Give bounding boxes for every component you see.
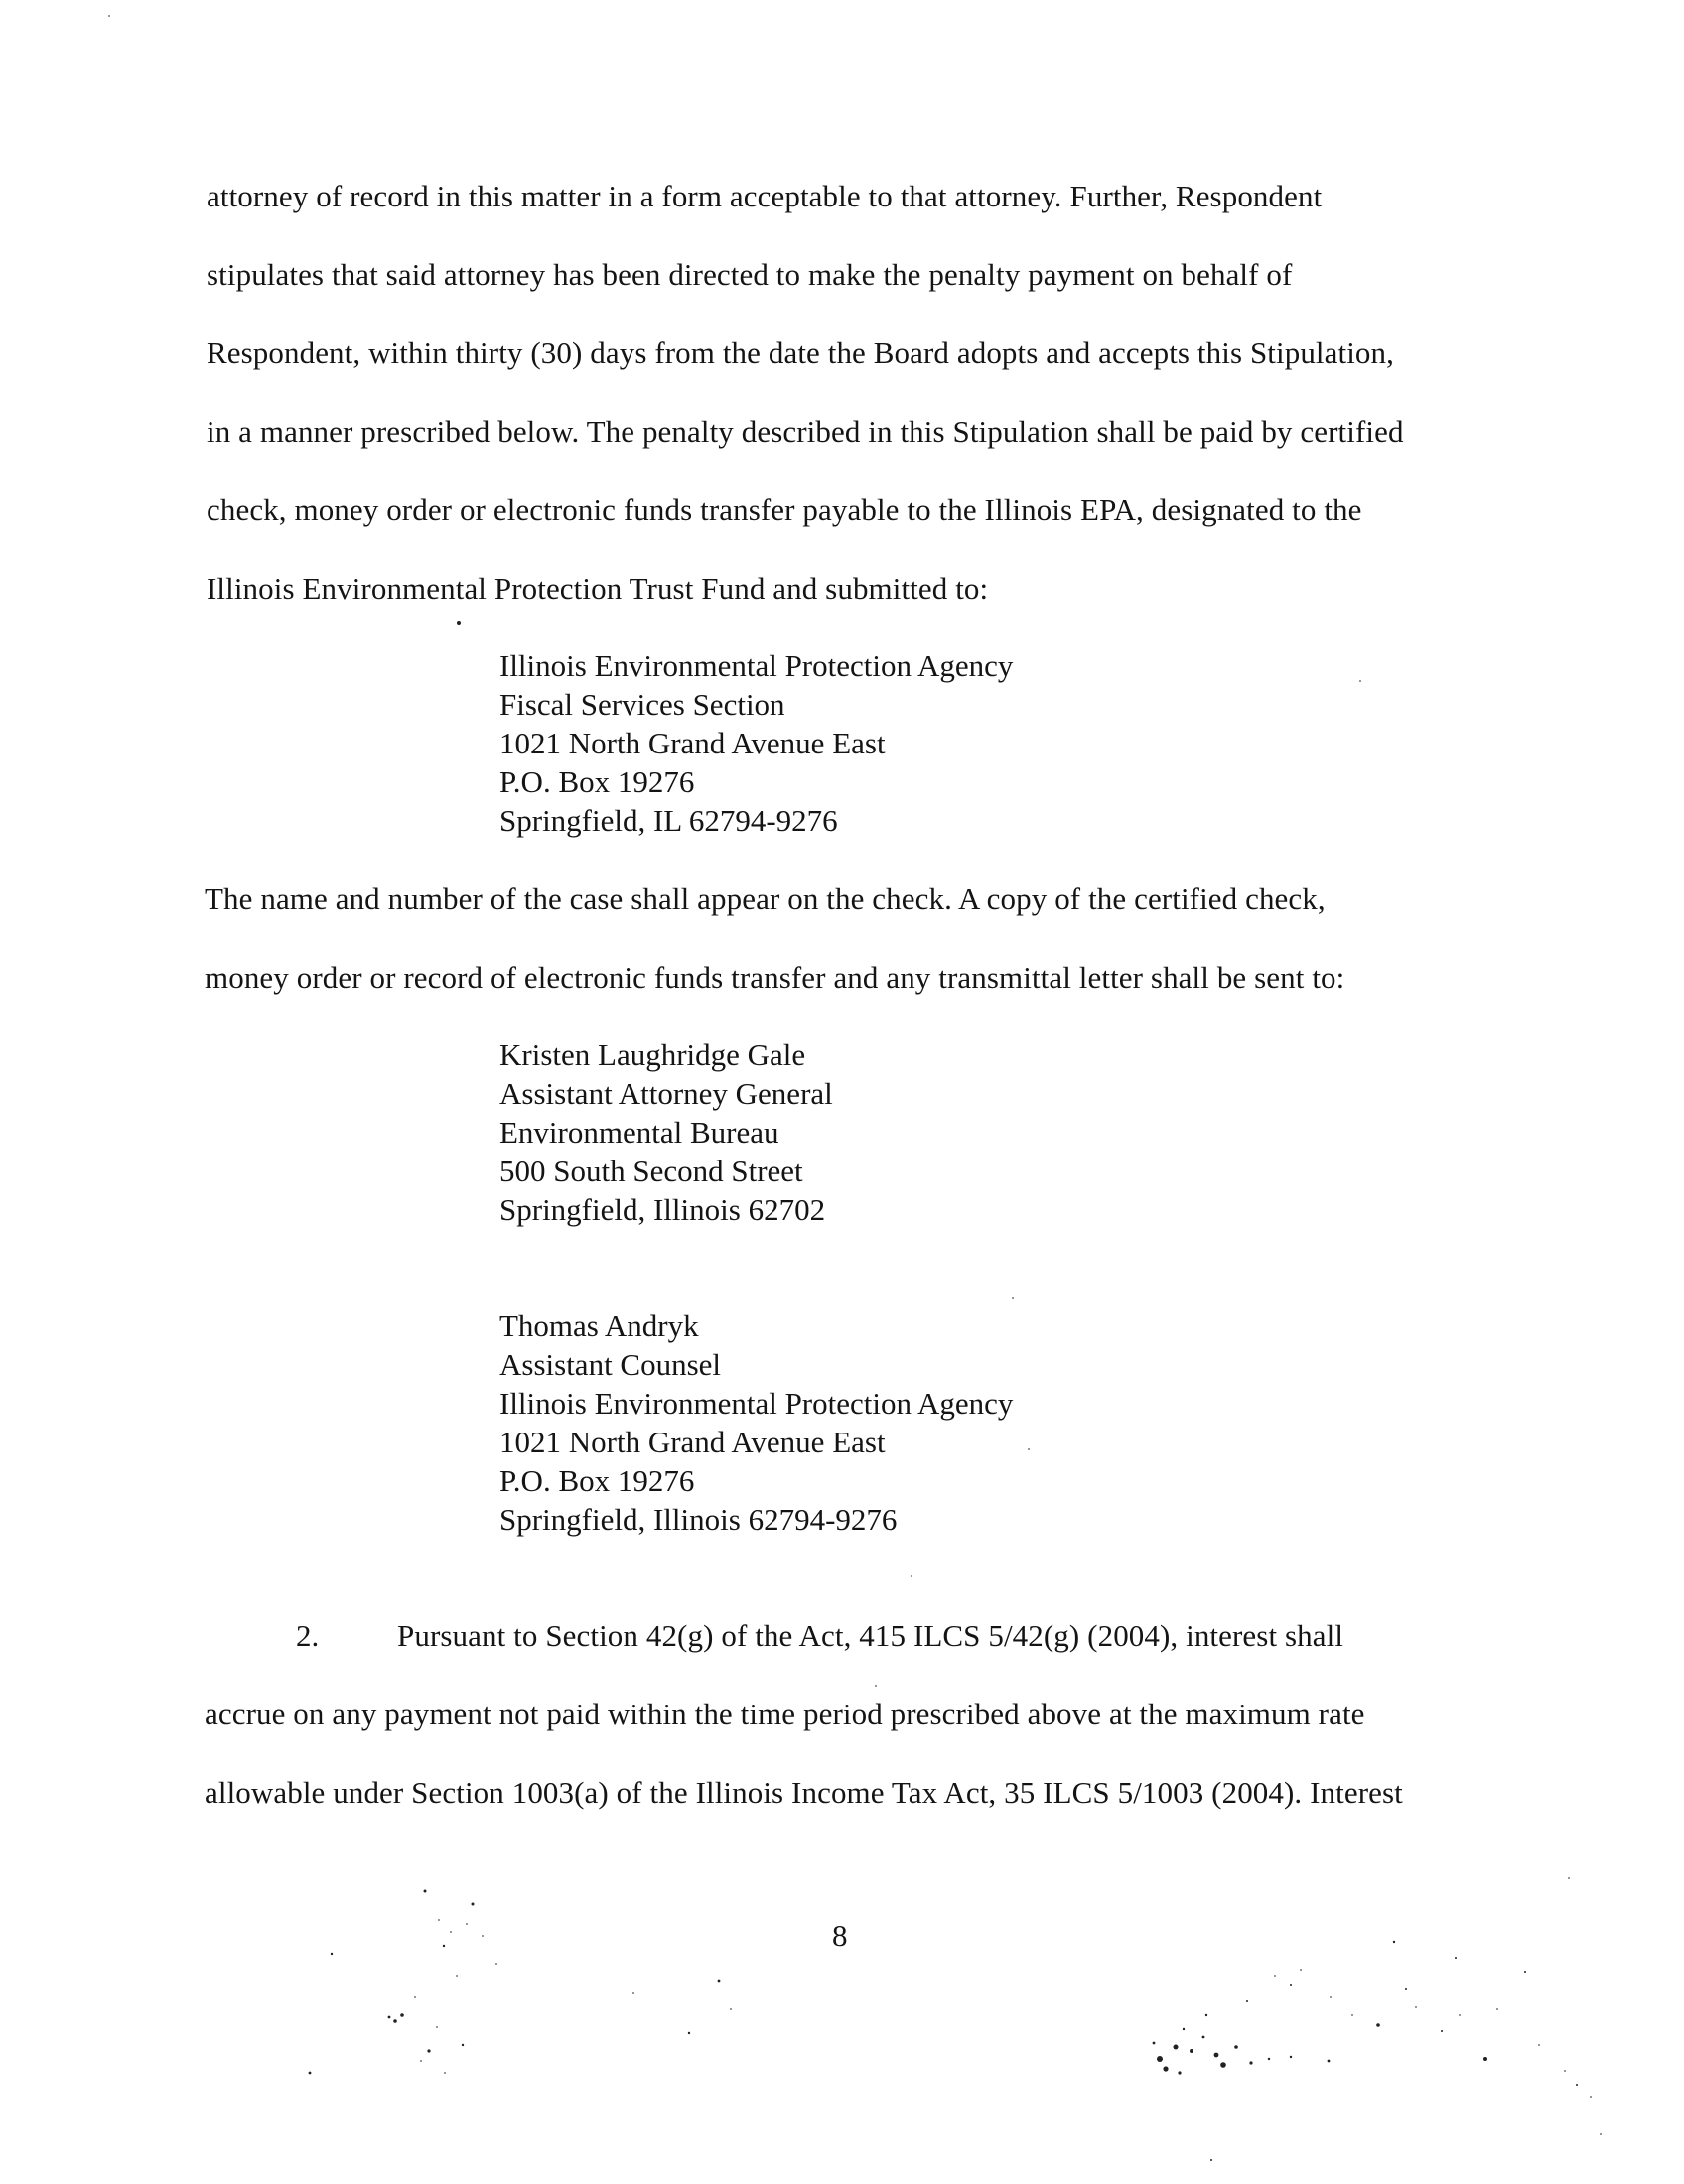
body-text-line: accrue on any payment not paid within the time period prescribed above at the maximum rate bbox=[205, 1697, 1365, 1731]
address-line: Assistant Attorney General bbox=[499, 1076, 833, 1111]
address-line: P.O. Box 19276 bbox=[499, 764, 695, 799]
address-line: Springfield, IL 62794-9276 bbox=[499, 803, 838, 838]
body-text-line: Respondent, within thirty (30) days from the date the Board adopts and accepts this Stipulation, bbox=[207, 336, 1394, 370]
address-line: P.O. Box 19276 bbox=[499, 1463, 695, 1498]
body-text-line: attorney of record in this matter in a form acceptable to that attorney. Further, Respondent bbox=[207, 179, 1323, 213]
body-text-line: The name and number of the case shall appear on the check. A copy of the certified check, bbox=[205, 882, 1326, 916]
address-line: Springfield, Illinois 62702 bbox=[499, 1192, 826, 1227]
body-text-line: money order or record of electronic funds transfer and any transmittal letter shall be sent to: bbox=[205, 960, 1345, 995]
body-text-line: check, money order or electronic funds transfer payable to the Illinois EPA, designated to the bbox=[207, 492, 1362, 527]
body-text-line: Pursuant to Section 42(g) of the Act, 415 ILCS 5/42(g) (2004), interest shall bbox=[397, 1618, 1344, 1653]
address-line: 500 South Second Street bbox=[499, 1154, 803, 1188]
address-line: 1021 North Grand Avenue East bbox=[499, 726, 886, 760]
address-line: Springfield, Illinois 62794-9276 bbox=[499, 1502, 898, 1537]
address-line: Fiscal Services Section bbox=[499, 687, 785, 722]
address-line: Environmental Bureau bbox=[499, 1115, 779, 1150]
body-text-line: in a manner prescribed below. The penalty described in this Stipulation shall be paid by certified bbox=[207, 414, 1404, 449]
body-text-line: Illinois Environmental Protection Trust Fund and submitted to: bbox=[207, 571, 989, 606]
address-line: Assistant Counsel bbox=[499, 1347, 722, 1382]
address-line: Thomas Andryk bbox=[499, 1308, 699, 1343]
address-line: Illinois Environmental Protection Agency bbox=[499, 1386, 1014, 1421]
body-text-line: allowable under Section 1003(a) of the Illinois Income Tax Act, 35 ILCS 5/1003 (2004). Interest bbox=[205, 1775, 1403, 1810]
section-number: 2. bbox=[296, 1618, 320, 1653]
address-line: 1021 North Grand Avenue East bbox=[499, 1425, 886, 1459]
page-number: 8 bbox=[832, 1918, 848, 1953]
address-line: Illinois Environmental Protection Agency bbox=[499, 648, 1014, 683]
address-line: Kristen Laughridge Gale bbox=[499, 1037, 806, 1072]
body-text-line: stipulates that said attorney has been directed to make the penalty payment on behalf of bbox=[207, 257, 1293, 292]
